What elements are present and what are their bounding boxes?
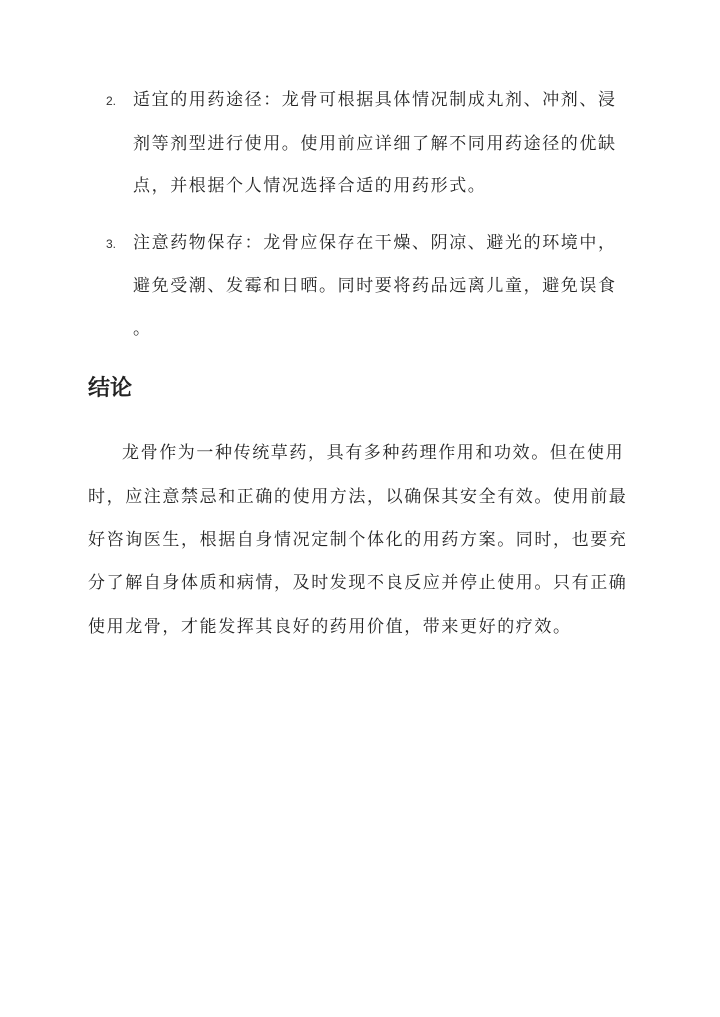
paragraph-line: 时，应注意禁忌和正确的使用方法，以确保其安全有效。使用前最 bbox=[88, 487, 628, 507]
list-item-line: 适宜的用药途径：龙骨可根据具体情况制成丸剂、冲剂、浸 bbox=[133, 90, 617, 110]
list-item-line: 注意药物保存：龙骨应保存在干燥、阴凉、避光的环境中， bbox=[133, 233, 617, 253]
list-item-line: 点，并根据个人情况选择合适的用药形式。 bbox=[133, 176, 487, 196]
list-item-line: 剂等剂型进行使用。使用前应详细了解不同用药途径的优缺 bbox=[133, 134, 617, 154]
list-item-number: 2. bbox=[106, 94, 117, 108]
paragraph-line: 使用龙骨，才能发挥其良好的药用价值，带来更好的疗效。 bbox=[88, 617, 572, 637]
section-heading: 结论 bbox=[88, 376, 133, 401]
list-item-number: 3. bbox=[106, 237, 117, 251]
paragraph-line: 好咨询医生，根据自身情况定制个体化的用药方案。同时，也要充 bbox=[88, 530, 628, 550]
paragraph-line: 龙骨作为一种传统草药，具有多种药理作用和功效。但在使用 bbox=[122, 443, 625, 463]
paragraph-line: 分了解自身体质和病情，及时发现不良反应并停止使用。只有正确 bbox=[88, 573, 628, 593]
list-item-line: 避免受潮、发霉和日晒。同时要将药品远离儿童，避免误食 bbox=[133, 276, 617, 296]
list-item-line: 。 bbox=[133, 319, 152, 339]
